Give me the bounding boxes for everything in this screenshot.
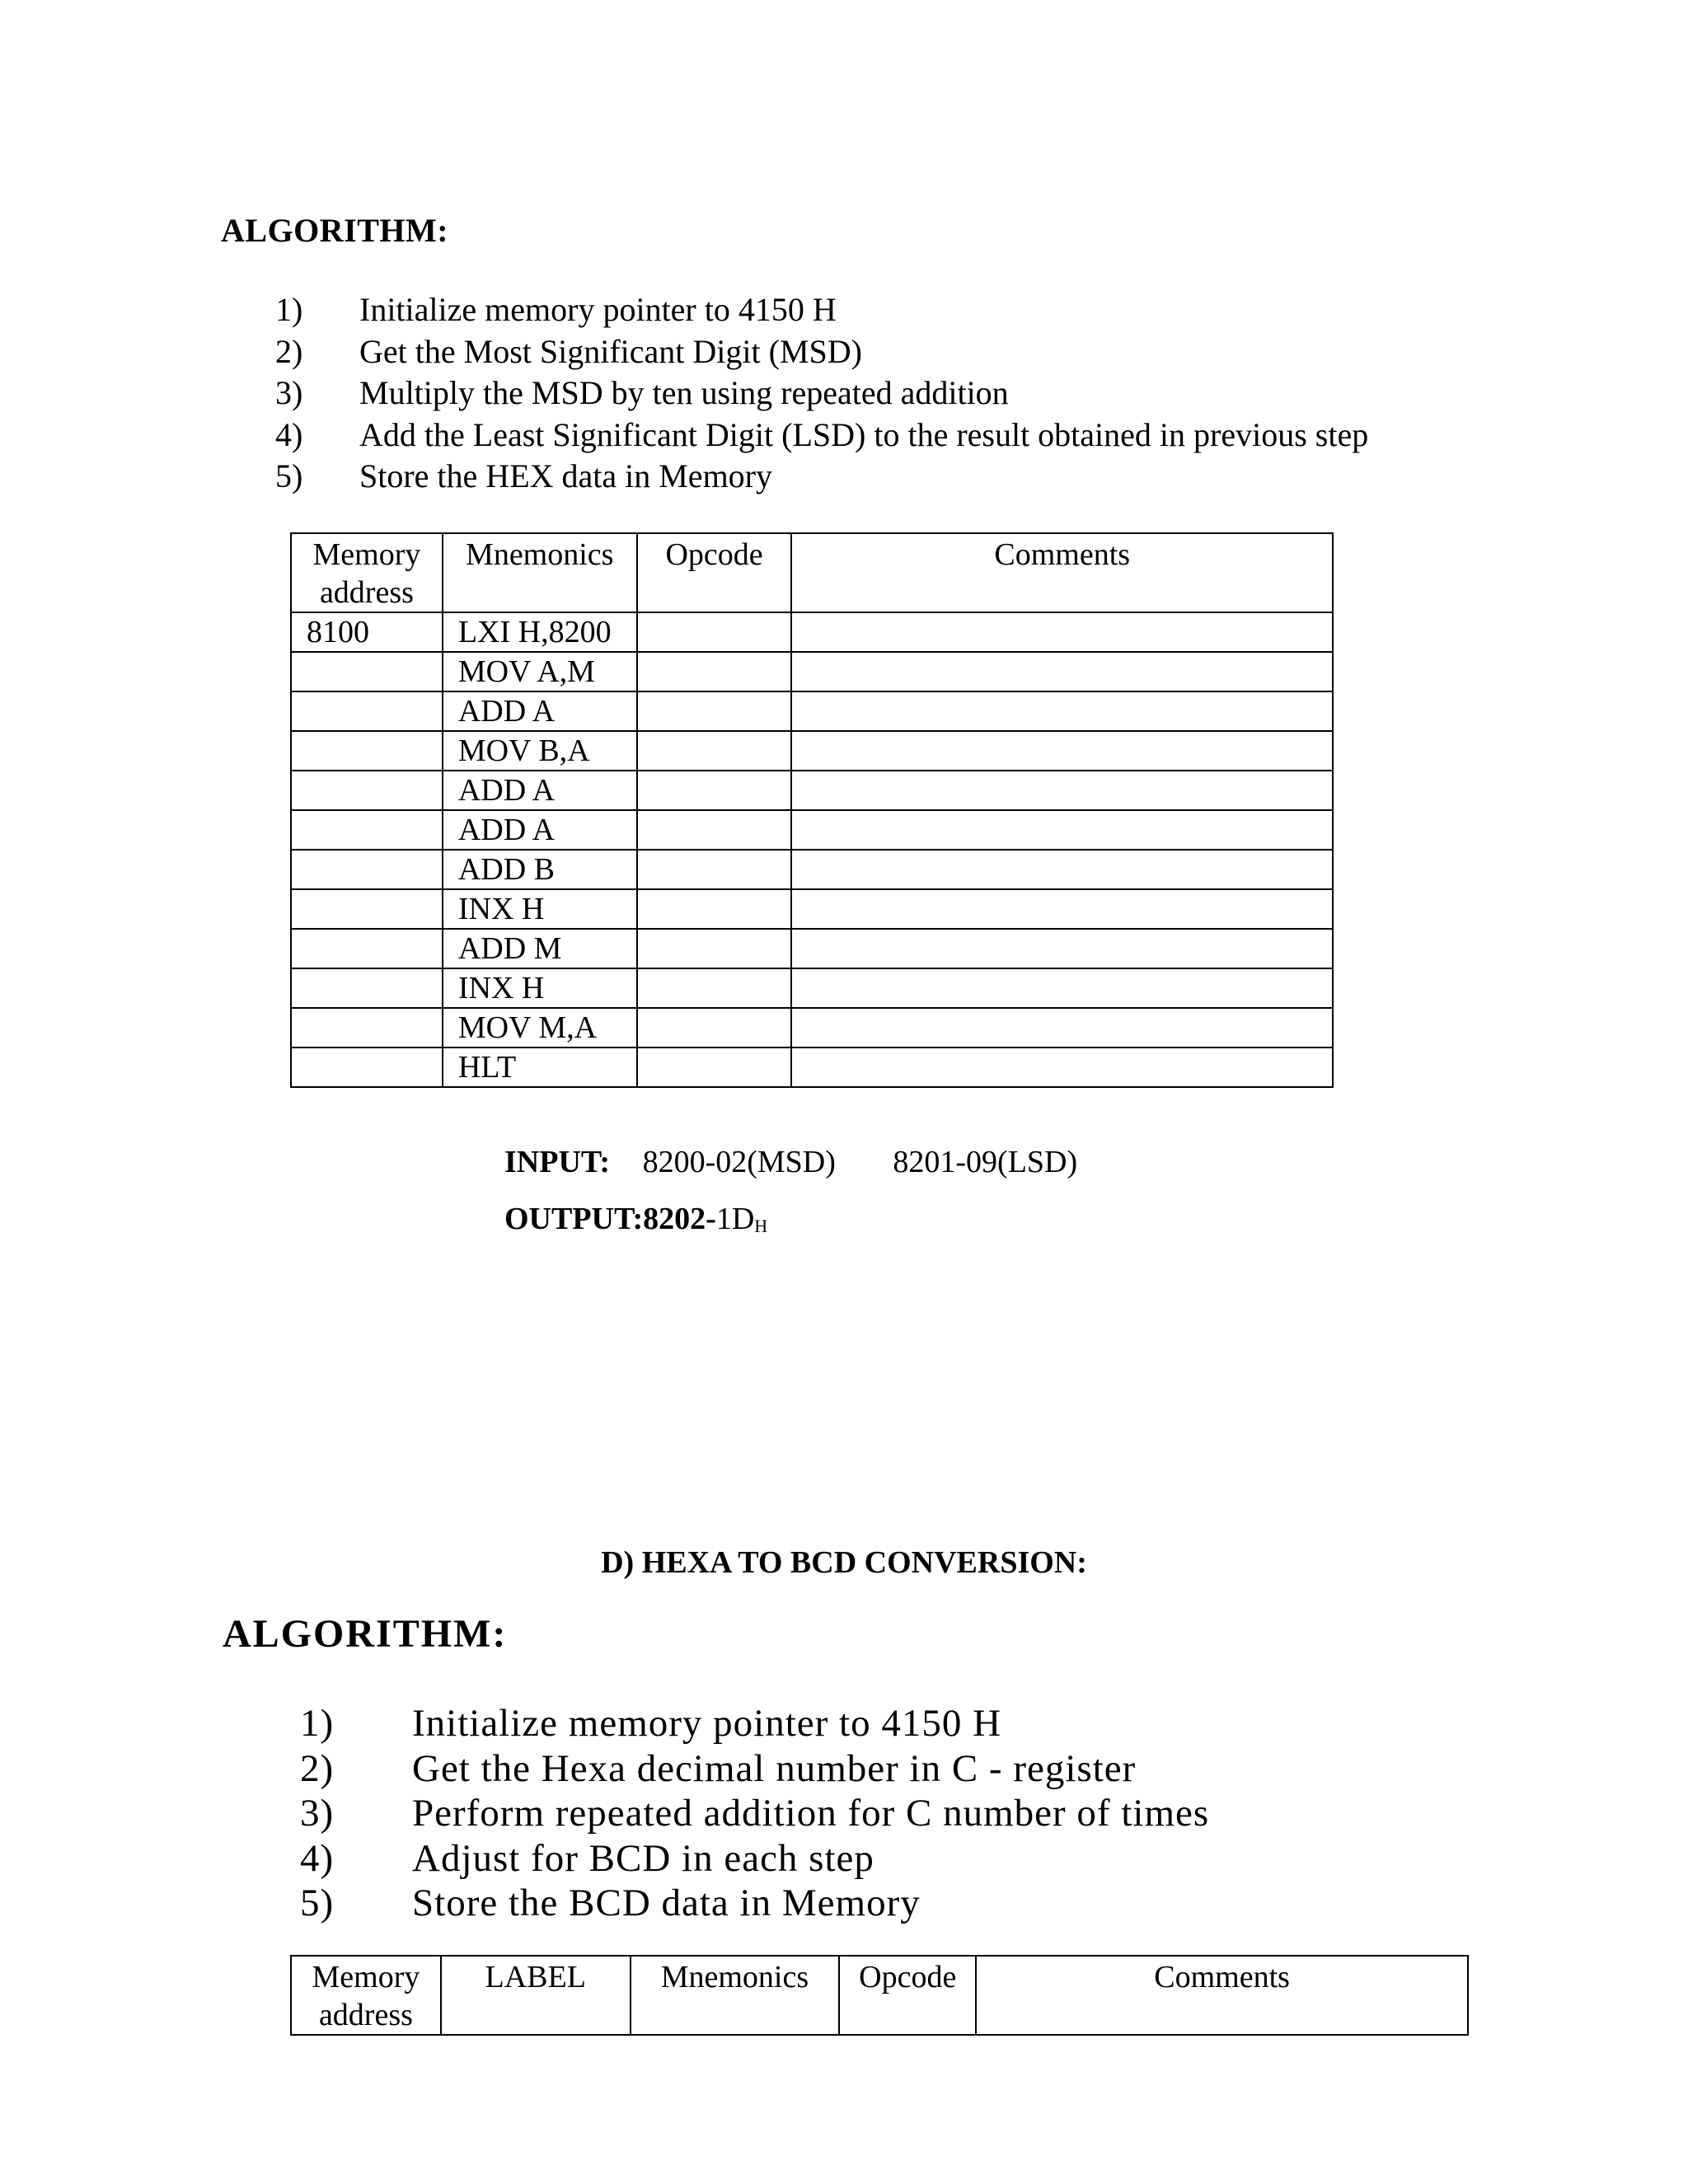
table-row <box>291 731 1333 771</box>
mnemonic-cell: LXI H,8200 <box>443 612 637 652</box>
comment-cell <box>791 771 1333 810</box>
step-text: Initialize memory pointer to 4150 H <box>359 291 837 328</box>
address-cell <box>291 850 443 889</box>
step-number: 2) <box>275 332 303 370</box>
comment-cell <box>791 691 1333 731</box>
header-label: LABEL <box>441 1956 631 2035</box>
header-memory-address: Memory address <box>291 1956 441 2035</box>
mnemonic-cell: MOV A,M <box>443 652 637 691</box>
mnemonic-cell: ADD A <box>443 691 637 731</box>
mnemonic-cell: HLT <box>443 1047 637 1087</box>
comment-cell <box>791 810 1333 850</box>
opcode-cell <box>637 929 792 968</box>
mnemonic-cell: INX H <box>443 889 637 929</box>
step-text: Adjust for BCD in each step <box>412 1836 874 1880</box>
section-title: D) HEXA TO BCD CONVERSION: <box>601 1545 1087 1580</box>
mnemonic-cell: MOV M,A <box>443 1008 637 1047</box>
comment-cell <box>791 612 1333 652</box>
step-number: 1) <box>275 291 303 328</box>
table-row <box>291 1008 1333 1047</box>
step-text: Get the Hexa decimal number in C - register <box>412 1746 1137 1790</box>
table-row <box>291 850 1333 889</box>
opcode-cell <box>637 1008 792 1047</box>
step-number: 5) <box>300 1882 335 1924</box>
step-text: Multiply the MSD by ten using repeated addition <box>359 374 1009 411</box>
address-cell <box>291 1047 443 1087</box>
address-cell: 8100 <box>291 612 443 652</box>
input-lsd: 8201-09(LSD) <box>893 1145 1078 1179</box>
opcode-cell <box>637 731 792 771</box>
output-label: OUTPUT:8202- <box>504 1202 716 1236</box>
address-cell <box>291 929 443 968</box>
header-comments: Comments <box>791 533 1333 612</box>
mnemonic-cell: ADD B <box>443 850 637 889</box>
table-header-row <box>291 533 1333 612</box>
comment-cell <box>791 652 1333 691</box>
opcode-cell <box>637 612 792 652</box>
table-row <box>291 968 1333 1008</box>
opcode-cell <box>637 889 792 929</box>
table-row <box>291 771 1333 810</box>
address-cell <box>291 889 443 929</box>
output-subscript: H <box>754 1216 768 1236</box>
table-row <box>291 1047 1333 1087</box>
address-cell <box>291 731 443 771</box>
input-label: INPUT: <box>504 1145 611 1179</box>
opcode-cell <box>637 810 792 850</box>
step-text: Add the Least Significant Digit (LSD) to the result obtained in previous step <box>359 415 1369 453</box>
output-value: 1D <box>715 1202 755 1236</box>
step-number: 4) <box>300 1836 335 1880</box>
header-mnemonics: Mnemonics <box>631 1956 840 2035</box>
step-number: 3) <box>300 1792 335 1835</box>
step-number: 2) <box>300 1746 335 1790</box>
mnemonic-cell: INX H <box>443 968 637 1008</box>
opcode-cell <box>637 771 792 810</box>
algorithm-heading-1: ALGORITHM: <box>221 212 449 249</box>
step-number: 4) <box>275 415 303 453</box>
program-table-2 <box>290 1955 1469 2036</box>
opcode-cell <box>637 968 792 1008</box>
comment-cell <box>791 731 1333 771</box>
input-msd: 8200-02(MSD) <box>642 1145 836 1179</box>
table-row <box>291 612 1333 652</box>
table-row <box>291 889 1333 929</box>
address-cell <box>291 652 443 691</box>
program-table-1 <box>290 532 1334 1088</box>
comment-cell <box>791 1008 1333 1047</box>
table-row <box>291 929 1333 968</box>
step-number: 3) <box>275 374 303 411</box>
address-cell <box>291 771 443 810</box>
comment-cell <box>791 850 1333 889</box>
table-row <box>291 810 1333 850</box>
mnemonic-cell: ADD A <box>443 771 637 810</box>
table-row <box>291 691 1333 731</box>
address-cell <box>291 691 443 731</box>
step-text: Store the BCD data in Memory <box>412 1882 921 1924</box>
header-opcode: Opcode <box>637 533 792 612</box>
step-text: Store the HEX data in Memory <box>359 457 772 494</box>
header-mnemonics: Mnemonics <box>443 533 637 612</box>
address-cell <box>291 968 443 1008</box>
opcode-cell <box>637 850 792 889</box>
step-number: 5) <box>275 457 303 494</box>
address-cell <box>291 810 443 850</box>
mnemonic-cell: ADD M <box>443 929 637 968</box>
header-comments: Comments <box>976 1956 1468 2035</box>
table-header-row <box>291 1956 1468 2035</box>
mnemonic-cell: ADD A <box>443 810 637 850</box>
header-opcode: Opcode <box>839 1956 976 2035</box>
step-text: Initialize memory pointer to 4150 H <box>412 1702 1002 1745</box>
step-text: Perform repeated addition for C number of times <box>412 1792 1210 1835</box>
header-memory-address: Memory address <box>291 533 443 612</box>
output-line <box>504 1201 767 1237</box>
opcode-cell <box>637 652 792 691</box>
table-row <box>291 652 1333 691</box>
comment-cell <box>791 929 1333 968</box>
comment-cell <box>791 968 1333 1008</box>
algorithm-heading-2: ALGORITHM: <box>223 1612 508 1656</box>
comment-cell <box>791 889 1333 929</box>
address-cell <box>291 1008 443 1047</box>
input-line <box>504 1144 1077 1180</box>
opcode-cell <box>637 1047 792 1087</box>
comment-cell <box>791 1047 1333 1087</box>
step-number: 1) <box>300 1702 335 1745</box>
opcode-cell <box>637 691 792 731</box>
step-text: Get the Most Significant Digit (MSD) <box>359 332 862 370</box>
mnemonic-cell: MOV B,A <box>443 731 637 771</box>
